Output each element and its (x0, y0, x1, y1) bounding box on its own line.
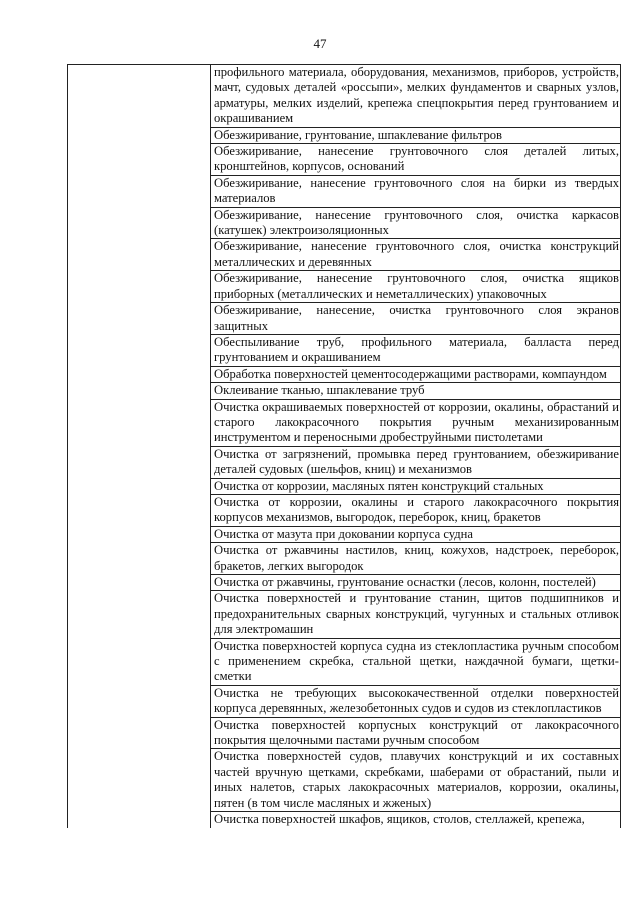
table-cell: Очистка поверхностей и грунтование станин, щитов подшипников и предохранительных сварных конструкций, чугунных и стальных отливок для электромашин (211, 591, 621, 638)
table-cell: Обеспыливание труб, профильного материала, балласта перед грунтованием и окрашиванием (211, 334, 621, 366)
table-cell: Очистка поверхностей корпусных конструкций от лакокрасочного покрытия щелочными пастами ручным способом (211, 717, 621, 749)
table-cell: Обезжиривание, нанесение грунтовочного слоя, очистка конструкций металлических и деревянных (211, 239, 621, 271)
table-cell: Очистка поверхностей судов, плавучих конструкций и их составных частей вручную щетками, скребками, шаберами от обрастаний, пыли и иных налетов, старых лакокрасочных материалов, коррозии, окалины, пятен (в том числе масляных и жженых) (211, 749, 621, 812)
table-cell: Обезжиривание, нанесение грунтовочного слоя деталей литых, кронштейнов, корпусов, оснований (211, 144, 621, 176)
table-cell: Очистка не требующих высококачественной отделки поверхностей корпуса деревянных, железобетонных судов и судов из стеклопластиков (211, 685, 621, 717)
table-cell: Очистка поверхностей корпуса судна из стеклопластика ручным способом с применением скребка, стальной щетки, наждачной бумаги, щетки-сметки (211, 638, 621, 685)
table-cell: Очистка от загрязнений, промывка перед грунтованием, обезжиривание деталей судовых (шельфов, книц) и механизмов (211, 446, 621, 478)
table-cell: Очистка поверхностей шкафов, ящиков, столов, стеллажей, крепежа, (211, 812, 621, 828)
table-cell: Очистка от мазута при доковании корпуса судна (211, 526, 621, 542)
left-column-cell (68, 65, 211, 828)
table-cell: Обезжиривание, нанесение грунтовочного слоя на бирки из твердых материалов (211, 175, 621, 207)
table-cell: Очистка от коррозии, масляных пятен конструкций стальных (211, 478, 621, 494)
table-row (68, 65, 621, 128)
table-cell: Очистка от ржавчины настилов, книц, кожухов, надстроек, переборок, бракетов, легких выгородок (211, 543, 621, 575)
table-cell: Оклеивание тканью, шпаклевание труб (211, 383, 621, 399)
table-cell: Обезжиривание, нанесение грунтовочного слоя, очистка каркасов (катушек) электроизоляционных (211, 207, 621, 239)
table-cell: Обезжиривание, нанесение грунтовочного слоя, очистка ящиков приборных (металлических и неметаллических) упаковочных (211, 271, 621, 303)
table-cell: Очистка от коррозии, окалины и старого лакокрасочного покрытия корпусов механизмов, выгородок, переборок, книц, бракетов (211, 494, 621, 526)
table-cell: Обезжиривание, нанесение, очистка грунтовочного слоя экранов защитных (211, 303, 621, 335)
table-cell: Обработка поверхностей цементосодержащими растворами, компаундом (211, 366, 621, 382)
table-cell: Обезжиривание, грунтование, шпаклевание фильтров (211, 127, 621, 143)
table-cell: профильного материала, оборудования, механизмов, приборов, устройств, мачт, судовых деталей «россыпи», мелких фундаментов и сварных узлов, арматуры, мелких изделий, крепежа спецпокрытия перед грунтованием и окрашиванием (211, 65, 621, 128)
table-cell: Очистка окрашиваемых поверхностей от коррозии, окалины, обрастаний и старого лакокрасочного покрытия ручным механизированным инструментом и переносными дробеструйными пистолетами (211, 399, 621, 446)
table-cell: Очистка от ржавчины, грунтование оснастки (лесов, колонн, постелей) (211, 575, 621, 591)
occupation-table (67, 64, 621, 828)
page-number: 47 (313, 36, 327, 51)
